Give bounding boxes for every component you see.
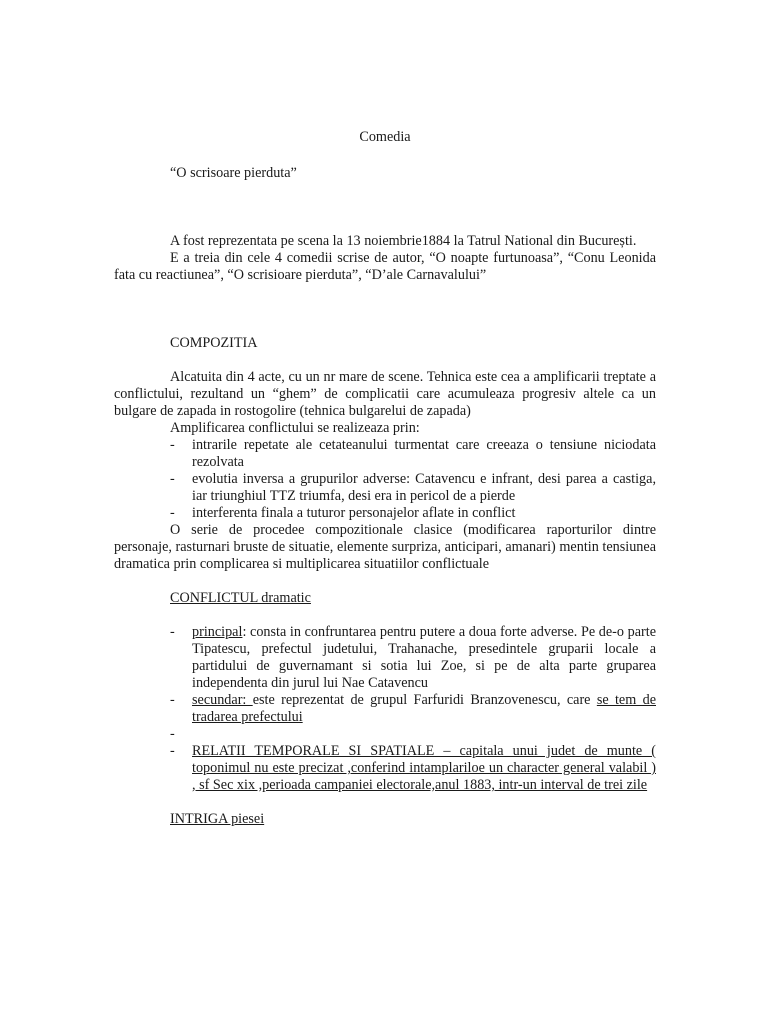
conflictul-list bbox=[114, 624, 656, 794]
list-item: - interferenta finala a tuturor personajelor aflate in conflict bbox=[170, 505, 516, 521]
secundar-label: secundar: bbox=[192, 692, 253, 708]
dash-marker: - bbox=[170, 505, 175, 521]
list-item bbox=[114, 743, 656, 794]
compozitia-list bbox=[114, 437, 656, 522]
dash-marker: - bbox=[170, 726, 175, 742]
list-item bbox=[114, 624, 656, 692]
intro-paragraph-1: A fost reprezentata pe scena la 13 noiembrie1884 la Tatrul National din București. bbox=[170, 233, 637, 249]
dash-marker: - bbox=[170, 624, 175, 640]
list-item: - evolutia inversa a grupurilor adverse: Catavencu e infrant, desi parea a castiga, iar triunghiul TTZ triumfa, desi era in pericol de a pierde bbox=[170, 471, 656, 504]
compozitia-paragraph-1: Alcatuita din 4 acte, cu un nr mare de scene. Tehnica este cea a amplificarii treptate a conflictului, rezultand un “ghem” de complicatii care acumuleaza progresiv altele ca un bulgare de zapada in rostogolire (tehnica bulgarelui de zapada) bbox=[114, 369, 656, 419]
list-item bbox=[114, 692, 656, 726]
secundar-tail: se tem de tradarea prefectului bbox=[192, 692, 656, 725]
compozitia-heading: COMPOZITIA bbox=[170, 335, 258, 351]
compozitia-paragraph-2: Amplificarea conflictului se realizeaza prin: bbox=[170, 420, 420, 436]
relatii-text: RELATII TEMPORALE SI SPATIALE – capitala unui judet de munte ( toponimul nu este precizat ,conferind intamplariloe un character general valabil ) , sf Sec xix ,perioada campaniei electorale,anul 1883, intr-un interval de trei zile bbox=[192, 743, 656, 793]
list-item: - intrarile repetate ale cetateanului turmentat care creeaza o tensiune niciodata rezolvata bbox=[170, 437, 656, 470]
document-title: Comedia bbox=[359, 129, 411, 145]
intriga-heading: INTRIGA piesei bbox=[170, 811, 265, 827]
document-subtitle: “O scrisoare pierduta” bbox=[170, 165, 297, 181]
secundar-text: este reprezentat de grupul Farfuridi Branzovenescu, care bbox=[252, 692, 597, 708]
conflictul-heading: CONFLICTUL dramatic bbox=[170, 590, 311, 606]
principal-label: principal bbox=[192, 624, 243, 640]
dash-marker: - bbox=[170, 692, 175, 708]
list-item bbox=[114, 726, 656, 743]
intro-paragraph-2: E a treia din cele 4 comedii scrise de autor, “O noapte furtunoasa”, “Conu Leonida fata cu reactiunea”, “O scrisioare pierduta”, “D’ale Carnavalului” bbox=[114, 250, 656, 283]
dash-marker: - bbox=[170, 743, 175, 759]
compozitia-paragraph-3: O serie de procedee compozitionale clasice (modificarea raporturilor dintre personaje, rasturnari bruste de situatie, elemente surpriza, anticipari, amanari) mentin tensiunea dramatica prin complicarea si multiplicarea situatiilor conflictuale bbox=[114, 522, 656, 572]
dash-marker: - bbox=[170, 471, 175, 487]
principal-text: : consta in confruntarea pentru putere a doua forte adverse. Pe de-o parte Tipatescu, prefectul judetului, Trahanache, presedintele gruparii locale a partidului de guvernamant si sotia lui Zoe, si pe de alta parte gruparea independenta din jurul lui Nae Catavencu bbox=[192, 624, 656, 691]
document-body bbox=[114, 0, 656, 828]
dash-marker: - bbox=[170, 437, 175, 453]
